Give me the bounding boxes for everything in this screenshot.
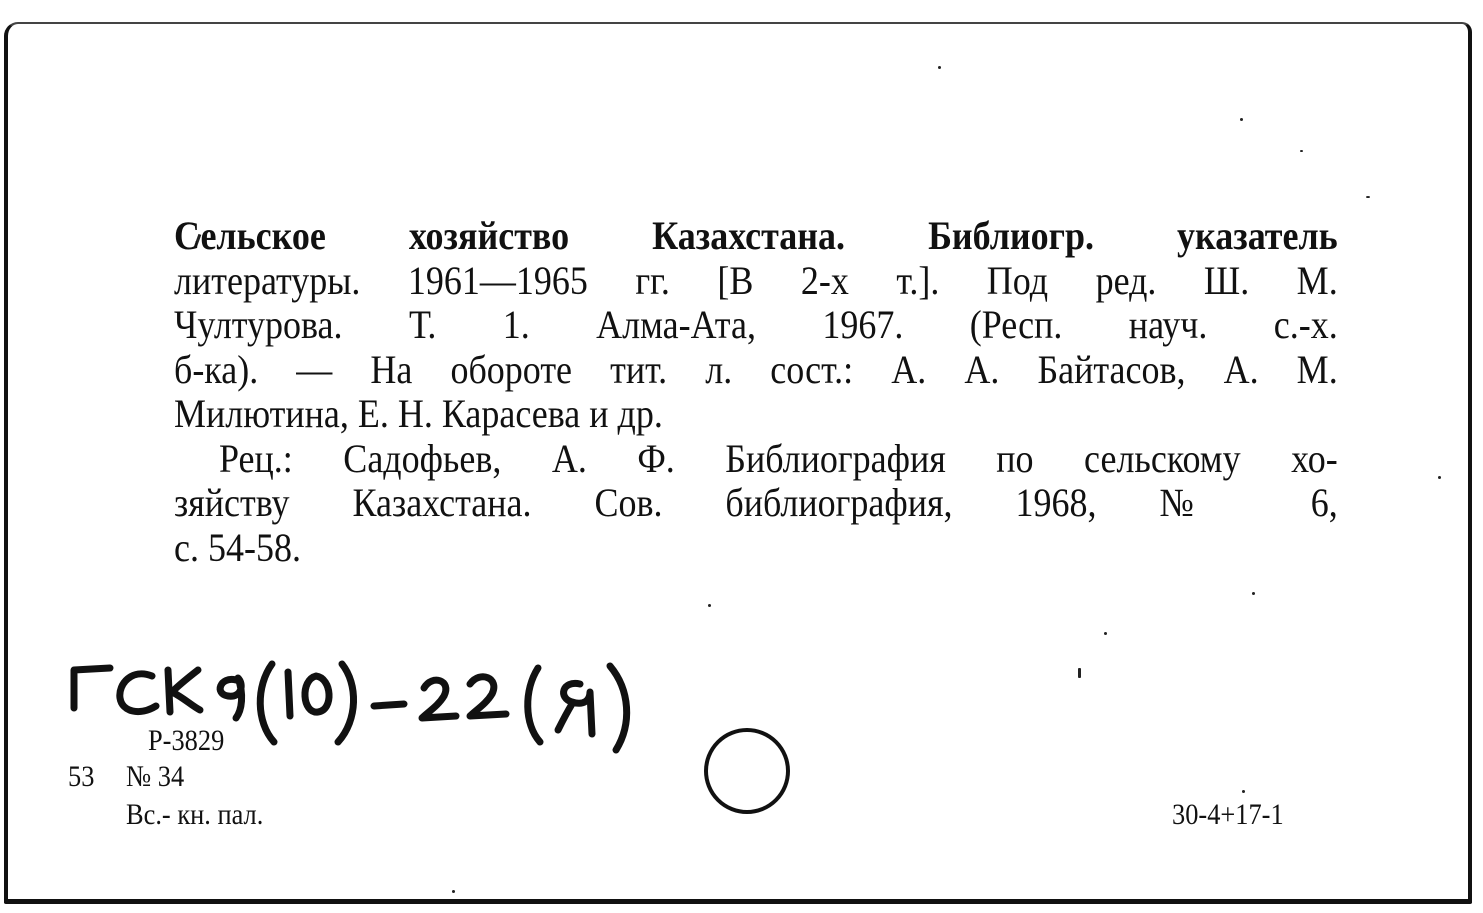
- scan-speck: [1252, 592, 1255, 595]
- issue-number: № 34: [126, 760, 185, 793]
- scan-speck: [1300, 150, 1303, 152]
- review-line-3: с. 54-58.: [174, 524, 301, 570]
- scan-speck: [452, 890, 455, 893]
- scan-speck: [1240, 118, 1243, 121]
- entry-line-3: Чултурова. Т. 1. Алма-Ата, 1967. (Респ. науч. с.-х.: [174, 302, 1338, 347]
- scan-speck: [1242, 790, 1245, 793]
- scan-speck: [938, 66, 941, 69]
- scan-speck: [1366, 196, 1370, 198]
- bibliographic-entry: [174, 213, 1338, 570]
- review-line-2: зяйству Казахстана. Сов. библиография, 1968, № 6,: [174, 480, 1338, 525]
- classification-index: 30-4+17-1: [1172, 798, 1284, 831]
- entry-line-1: Сельское хозяйство Казахстана. Библиогр. указатель: [174, 213, 1338, 258]
- review-line-1: Рец.: Садофьев, А. Ф. Библиография по сельскому хо-: [219, 435, 1338, 481]
- scan-speck: [708, 604, 711, 607]
- scan-speck: [1104, 632, 1107, 635]
- scan-speck: [1078, 668, 1081, 678]
- issue-prefix: 53: [68, 760, 95, 793]
- entry-line-4: б-ка). — На обороте тит. л. сост.: А. А. Байтасов, А. М.: [174, 346, 1338, 392]
- entry-line-2: литературы. 1961—1965 гг. [В 2-х т.]. Под ред. Ш. М.: [174, 257, 1338, 303]
- scan-speck: [1438, 476, 1441, 479]
- entry-line-5: Милютина, Е. Н. Карасева и др.: [174, 391, 663, 436]
- order-code: Р-3829: [148, 724, 225, 757]
- circle-stamp: [704, 728, 790, 814]
- print-note: Вс.- кн. пал.: [126, 798, 264, 831]
